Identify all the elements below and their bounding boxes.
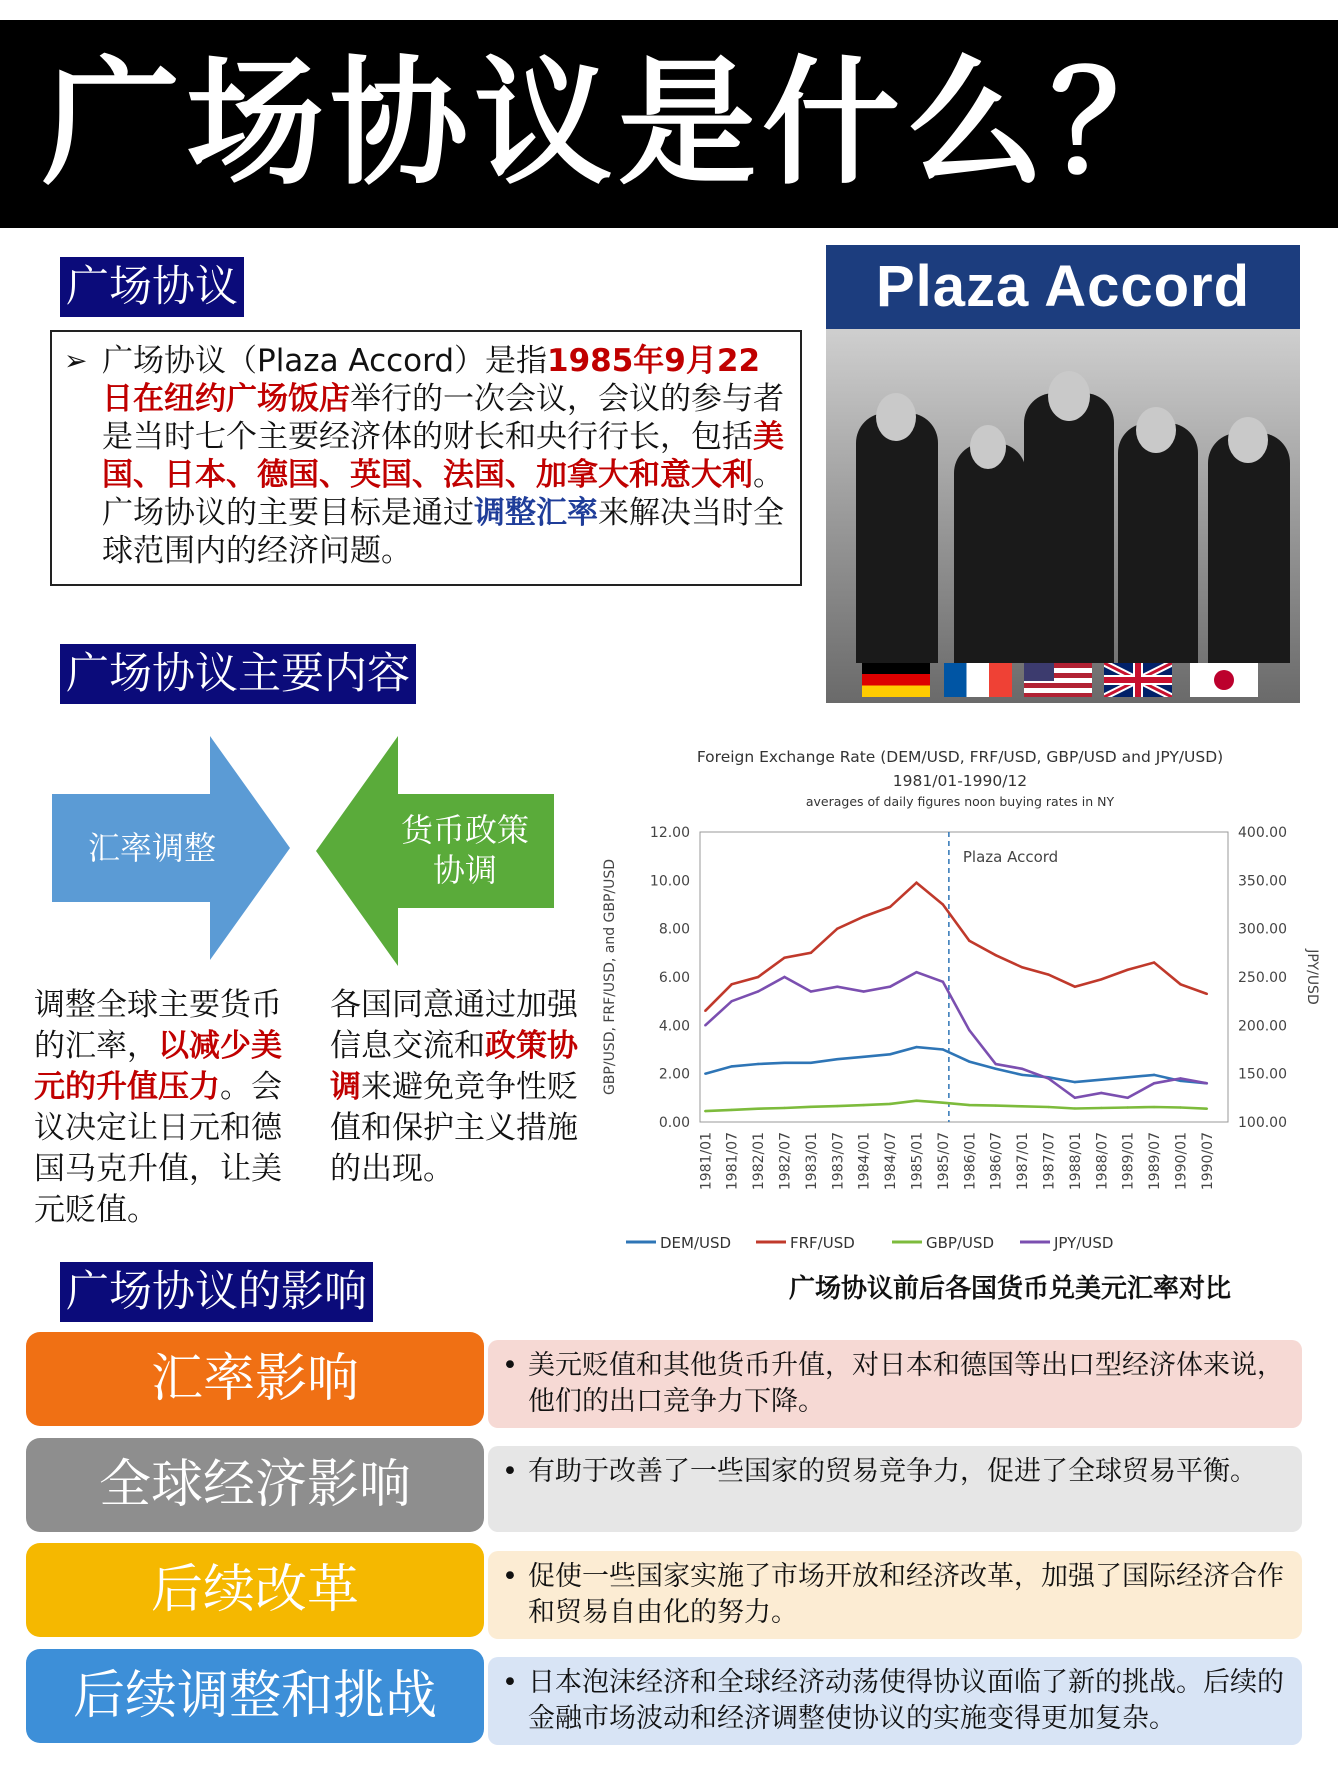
data-point [968, 1104, 970, 1106]
bullet-icon: • [502, 1561, 518, 1592]
data-point [942, 1048, 944, 1050]
data-point [994, 1104, 996, 1106]
exchange-rate-chart [596, 740, 1324, 1260]
data-point [1206, 993, 1208, 995]
legend-label: GBP/USD [926, 1234, 995, 1252]
x-tick-label: 1987/01 [1015, 1132, 1032, 1191]
legend-label: DEM/USD [660, 1234, 732, 1252]
y2-tick-label: 300.00 [1238, 921, 1287, 938]
y-tick-label: 4.00 [658, 1018, 690, 1035]
person-head [970, 425, 1006, 469]
x-tick-label: 1990/01 [1173, 1132, 1190, 1191]
y2-tick-label: 100.00 [1238, 1115, 1287, 1131]
data-point [1047, 1077, 1049, 1079]
data-point [1021, 1068, 1023, 1070]
data-point [783, 1107, 785, 1109]
x-tick-label: 1988/07 [1094, 1132, 1111, 1191]
y-tick-label: 0.00 [658, 1115, 690, 1131]
policy-coordination-arrow-label: 货币政策 协调 [400, 811, 529, 889]
data-point [1126, 969, 1128, 971]
data-point [810, 952, 812, 954]
text-segment: 调整汇率 [474, 495, 598, 531]
data-point [889, 906, 891, 908]
data-point [1179, 1106, 1181, 1108]
x-tick-label: 1985/01 [909, 1132, 926, 1191]
section-heading-main-content: 广场协议主要内容 [60, 644, 416, 704]
person-figure [856, 413, 938, 663]
y-tick-label: 8.00 [658, 921, 690, 938]
data-point [757, 976, 759, 978]
x-tick-label: 1986/07 [988, 1132, 1005, 1191]
data-point [1100, 1079, 1102, 1081]
bullet-icon: • [502, 1456, 518, 1487]
data-point [757, 1108, 759, 1110]
data-point [1100, 1107, 1102, 1109]
impact-text-box [488, 1657, 1302, 1745]
x-tick-label: 1982/07 [777, 1132, 794, 1191]
series-line-frf-usd [705, 883, 1207, 1011]
legend-label: FRF/USD [790, 1234, 855, 1252]
data-point [968, 1060, 970, 1062]
data-point [1047, 1106, 1049, 1108]
data-point [1021, 1105, 1023, 1107]
person-head [1228, 417, 1268, 463]
data-point [1126, 1106, 1128, 1108]
data-point [783, 976, 785, 978]
plaza-accord-annotation: Plaza Accord [962, 848, 1059, 866]
data-point [836, 1058, 838, 1060]
person-head [1136, 407, 1176, 453]
text-segment: 。广场协议的主要目标是通过 [102, 457, 784, 531]
text-segment: 来解决当时全球范围内的经济问题。 [102, 495, 784, 569]
data-point [889, 1103, 891, 1105]
data-point [810, 1106, 812, 1108]
data-point [810, 990, 812, 992]
data-point [942, 1101, 944, 1103]
text-segment: 来避免竞争性贬值和保护主义措施的出现。 [330, 1069, 578, 1187]
data-point [889, 1053, 891, 1055]
data-point [889, 985, 891, 987]
data-point [1153, 961, 1155, 963]
data-point [1047, 973, 1049, 975]
data-point [994, 954, 996, 956]
x-tick-label: 1986/01 [962, 1132, 979, 1191]
x-tick-label: 1983/01 [803, 1132, 820, 1191]
data-point [783, 956, 785, 958]
data-point [1074, 1107, 1076, 1109]
data-point [862, 1056, 864, 1058]
data-point [968, 1029, 970, 1031]
y2-axis-label: JPY/USD [1304, 949, 1320, 1005]
x-tick-label: 1990/07 [1199, 1132, 1216, 1191]
data-point [968, 940, 970, 942]
data-point [1153, 1106, 1155, 1108]
policy-coordination-arrow [316, 736, 554, 966]
data-point [757, 1063, 759, 1065]
chart-svg [596, 740, 1324, 1260]
impact-text-box [488, 1340, 1302, 1428]
data-point [994, 1063, 996, 1065]
exchange-rate-arrow-label: 汇率调整 [87, 829, 216, 867]
chart-subtitle: 1981/01-1990/12 [892, 772, 1028, 790]
section-heading-impact: 广场协议的影响 [60, 1262, 373, 1322]
text-segment: 举行的一次会议，会议的参与者是当时七个主要经济体的财长和央行行长，包括 [102, 381, 784, 455]
person-head [876, 393, 916, 441]
data-point [730, 1000, 732, 1002]
bullet-icon: • [502, 1350, 518, 1381]
data-point [1021, 966, 1023, 968]
person-figure [1208, 433, 1290, 663]
japan-flag-icon [1190, 663, 1258, 697]
series-line-dem-usd [705, 1047, 1207, 1083]
impact-label: 汇率影响 [26, 1332, 484, 1426]
text-segment: 各国同意通过加强信息交流和 [330, 987, 578, 1064]
x-tick-label: 1984/07 [883, 1132, 900, 1191]
data-point [942, 981, 944, 983]
data-point [915, 1046, 917, 1048]
x-tick-label: 1981/07 [724, 1132, 741, 1191]
y-tick-label: 10.00 [649, 873, 690, 890]
chart-title: Foreign Exchange Rate (DEM/USD, FRF/USD, GBP/USD and JPY/USD) [696, 748, 1224, 766]
data-point [915, 971, 917, 973]
impact-text: 美元贬值和其他货币升值，对日本和德国等出口型经济体来说，他们的出口竞争力下降。 [528, 1350, 1284, 1417]
y-tick-label: 6.00 [658, 970, 690, 986]
x-tick-label: 1985/07 [935, 1132, 952, 1191]
data-point [1074, 1097, 1076, 1099]
data-point [730, 1109, 732, 1111]
impact-label: 全球经济影响 [26, 1438, 484, 1532]
x-tick-label: 1983/07 [830, 1132, 847, 1191]
data-point [915, 1100, 917, 1102]
data-point [704, 1024, 706, 1026]
data-point [836, 927, 838, 929]
data-point [915, 882, 917, 884]
series-line-jpy-usd [705, 972, 1207, 1098]
data-point [862, 1104, 864, 1106]
page-title: 广场协议是什么？ [0, 20, 1338, 228]
x-tick-label: 1988/01 [1067, 1132, 1084, 1191]
person-figure [1118, 423, 1198, 663]
photo-title: Plaza Accord [826, 245, 1300, 329]
x-tick-label: 1989/01 [1120, 1132, 1137, 1191]
chart-caption: 广场协议前后各国货币兑美元汇率对比 [788, 1274, 1231, 1304]
data-point [836, 1105, 838, 1107]
person-head [1048, 371, 1090, 421]
plaza-accord-photo [826, 245, 1300, 703]
person-figure [954, 443, 1026, 663]
data-point [862, 915, 864, 917]
data-point [704, 1072, 706, 1074]
exchange-rate-arrow [52, 736, 290, 960]
data-point [1153, 1082, 1155, 1084]
impact-text: 有助于改善了一些国家的贸易竞争力，促进了全球贸易平衡。 [528, 1456, 1257, 1487]
policy-coordination-description [330, 985, 592, 1190]
legend-label: JPY/USD [1054, 1234, 1114, 1252]
y-axis-label: GBP/USD, FRF/USD, and GBP/USD [602, 858, 618, 1096]
definition-text [102, 342, 790, 570]
data-point [704, 1010, 706, 1012]
data-point [942, 903, 944, 905]
data-point [730, 983, 732, 985]
section-heading-plaza-accord: 广场协议 [60, 257, 244, 317]
impact-text: 促使一些国家实施了市场开放和经济改革，加强了国际经济合作和贸易自由化的努力。 [528, 1561, 1284, 1628]
data-point [1206, 1108, 1208, 1110]
data-point [1206, 1082, 1208, 1084]
data-point [810, 1062, 812, 1064]
data-point [994, 1068, 996, 1070]
data-point [1153, 1074, 1155, 1076]
impact-text-box [488, 1551, 1302, 1639]
definition-box [50, 330, 802, 586]
france-flag-icon [944, 663, 1012, 697]
uk-flag-icon [1104, 663, 1172, 697]
data-point [836, 985, 838, 987]
text-segment: 广场协议（Plaza Accord）是指 [102, 343, 548, 379]
data-point [1074, 1081, 1076, 1083]
data-point [730, 1065, 732, 1067]
usa-flag-icon [1024, 663, 1092, 697]
text-segment: 1985年9月22日在纽约广场饭店 [102, 343, 761, 417]
y2-tick-label: 400.00 [1238, 825, 1287, 841]
germany-flag-icon [862, 663, 930, 697]
y2-tick-label: 150.00 [1238, 1066, 1287, 1083]
data-point [1126, 1076, 1128, 1078]
data-point [1179, 1080, 1181, 1082]
series-line-gbp-usd [705, 1101, 1207, 1111]
x-tick-label: 1989/07 [1147, 1132, 1164, 1191]
text-segment: 调整全球主要货币的汇率， [34, 987, 282, 1064]
text-segment: 以减少美元的升值压力 [34, 1028, 282, 1105]
y-tick-label: 12.00 [649, 825, 690, 841]
x-tick-label: 1984/01 [856, 1132, 873, 1191]
data-point [1179, 1077, 1181, 1079]
y-tick-label: 2.00 [658, 1066, 690, 1083]
x-tick-label: 1987/07 [1041, 1132, 1058, 1191]
impact-label: 后续改革 [26, 1543, 484, 1637]
data-point [1126, 1097, 1128, 1099]
impact-label: 后续调整和挑战 [26, 1649, 484, 1743]
data-point [757, 990, 759, 992]
data-point [1100, 978, 1102, 980]
data-point [1021, 1074, 1023, 1076]
y2-tick-label: 350.00 [1238, 873, 1287, 890]
data-point [1074, 985, 1076, 987]
x-tick-label: 1982/01 [751, 1132, 768, 1191]
y2-tick-label: 200.00 [1238, 1018, 1287, 1035]
bullet-arrow-icon: ➢ [64, 344, 88, 377]
chart-subtitle-2: averages of daily figures noon buying rates in NY [805, 794, 1115, 809]
text-segment: 。会议决定让日元和德国马克升值，让美元贬值。 [34, 1069, 282, 1228]
plot-area [700, 832, 1228, 1122]
x-tick-label: 1981/01 [698, 1132, 715, 1191]
y2-tick-label: 250.00 [1238, 970, 1287, 986]
data-point [783, 1062, 785, 1064]
text-segment: 美国、日本、德国、英国、法国、加拿大和意大利 [102, 419, 784, 493]
person-figure [1024, 393, 1114, 663]
data-point [704, 1110, 706, 1112]
exchange-rate-description [34, 985, 306, 1231]
data-point [862, 990, 864, 992]
data-point [1100, 1092, 1102, 1094]
bullet-icon: • [502, 1667, 518, 1698]
impact-text: 日本泡沫经济和全球经济动荡使得协议面临了新的挑战。后续的金融市场波动和经济调整使协议的实施变得更加复杂。 [528, 1667, 1284, 1734]
impact-text-box [488, 1446, 1302, 1532]
text-segment: 政策协调 [330, 1028, 578, 1105]
photo-background [826, 329, 1300, 703]
data-point [1179, 983, 1181, 985]
